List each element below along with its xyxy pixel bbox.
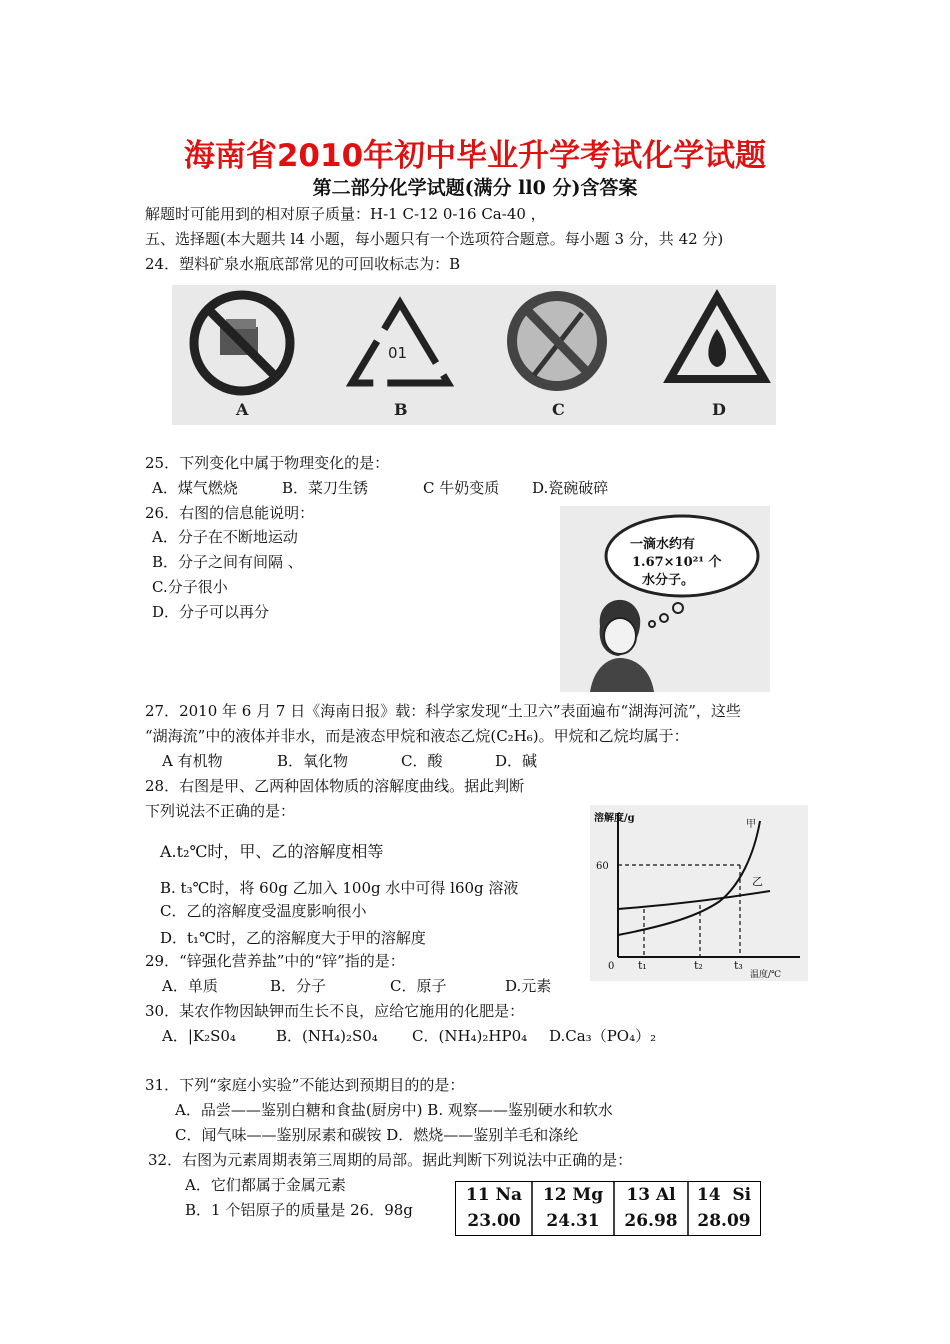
curve-label-jia: 甲 [746, 819, 756, 830]
sign-label-d: D [712, 400, 726, 419]
curve-label-yi: 乙 [752, 875, 763, 888]
ptable-si-symbol: 14 Si [696, 1185, 752, 1205]
recycle-code: 01 [388, 344, 408, 362]
ptable-na-mass: 23.00 [467, 1211, 521, 1231]
solubility-curve-figure [590, 805, 808, 981]
page-subtitle: 第二部分化学试题(满分 ll0 分)含答案 [312, 177, 638, 199]
q31-options-ab: A．品尝——鉴别白糖和食盐(厨房中) B. 观察——鉴别硬水和软水 [175, 1101, 613, 1119]
question-27-line-1: 27．2010 年 6 月 7 日《海南日报》载：科学家发现“土卫六”表面遍布“湖海河流”，这些 [145, 702, 741, 720]
q26-option-d: D．分子可以再分 [152, 603, 270, 621]
q28-option-c: C．乙的溶解度受温度影响很小 [160, 902, 367, 920]
bubble-line-1: 一滴水约有 [630, 537, 696, 552]
curve-yi [618, 891, 770, 909]
q29-option-b: B．分子 [270, 977, 327, 995]
q25-option-a: A．煤气燃烧 [152, 479, 238, 497]
q30-option-c: C．(NH₄)₂HP0₄ [412, 1027, 528, 1045]
q28-option-a: A.t₂℃时，甲、乙的溶解度相等 [160, 842, 384, 861]
ptable-si-mass: 28.09 [697, 1211, 751, 1231]
question-26: 26．右图的信息能说明： [145, 504, 315, 522]
ptable-mg-mass: 24.31 [546, 1211, 600, 1231]
question-24: 24．塑料矿泉水瓶底部常见的可回收标志为：B [145, 255, 461, 273]
ptable-al-mass: 26.98 [624, 1211, 678, 1231]
signs-svg [172, 285, 776, 425]
cartoon-svg [560, 506, 770, 692]
curve-t2: t₂ [694, 959, 703, 972]
question-28-line-1: 28．右图是甲、乙两种固体物质的溶解度曲线。据此判断 [145, 777, 525, 795]
curve-xlabel: 温度/℃ [750, 970, 782, 980]
question-30: 30．某农作物因缺钾而生长不良，应给它施用的化肥是： [145, 1002, 525, 1020]
q28-option-d: D．t₁℃时，乙的溶解度大于甲的溶解度 [160, 929, 426, 947]
sign-label-c: C [552, 400, 565, 419]
q31-options-cd: C．闻气味——鉴别尿素和碳铵 D．燃烧——鉴别羊毛和涤纶 [175, 1126, 579, 1144]
q30-option-b: B．(NH₄)₂S0₄ [276, 1027, 378, 1045]
q30-option-d: D.Ca₃（PO₄）₂ [549, 1027, 657, 1045]
question-28-line-2: 下列说法不正确的是： [145, 802, 296, 820]
question-29: 29．“锌强化营养盐”中的“锌”指的是： [145, 952, 405, 970]
curve-ylabel: 溶解度/g [594, 813, 635, 824]
periodic-table-fragment [455, 1181, 761, 1236]
q25-option-d: D.瓷碗破碎 [532, 479, 609, 497]
q25-option-b: B．菜刀生锈 [282, 479, 369, 497]
question-25: 25．下列变化中属于物理变化的是： [145, 454, 390, 472]
q27-option-d: D．碱 [495, 752, 538, 770]
q27-option-b: B．氧化物 [277, 752, 349, 770]
q30-option-a: A．|K₂S0₄ [162, 1027, 236, 1045]
sign-label-a: A [236, 400, 249, 419]
question-31: 31．下列“家庭小实验”不能达到预期目的的是： [145, 1076, 465, 1094]
q26-option-a: A．分子在不断地运动 [152, 528, 298, 546]
bubble-line-3: 水分子。 [642, 573, 695, 588]
q29-option-a: A．单质 [162, 977, 218, 995]
section-heading: 五、选择题(本大题共 l4 小题，每小题只有一个选项符合题意。每小题 3 分，共 42 分) [145, 230, 724, 248]
curve-y60: 60 [596, 861, 609, 872]
q26-option-c: C.分子很小 [152, 578, 228, 596]
atomic-mass-note: 解题时可能用到的相对原子质量：H-1 C-12 0-16 Ca-40 ， [145, 205, 546, 223]
curve-t3: t₃ [734, 959, 743, 972]
curve-t1: t₁ [638, 959, 647, 972]
sign-c-no-fire-icon [507, 291, 607, 391]
sign-d-flammable-icon [670, 297, 764, 379]
curve-jia [618, 821, 760, 935]
q25-option-c: C 牛奶变质 [423, 479, 500, 497]
q27-option-a: A 有机物 [162, 752, 223, 770]
q32-option-b: B．1 个铝原子的质量是 26．98g [185, 1201, 413, 1219]
q26-option-b: B．分子之间有间隔 、 [152, 553, 303, 571]
recycle-signs-figure [172, 285, 776, 425]
curve-origin: 0 [608, 961, 615, 972]
q27-option-c: C．酸 [401, 752, 443, 770]
q29-option-c: C．原子 [390, 977, 447, 995]
q28-option-b: B. t₃℃时，将 60g 乙加入 100g 水中可得 l60g 溶液 [160, 879, 519, 897]
ptable-al-symbol: 13 Al [626, 1185, 676, 1205]
sign-label-b: B [394, 400, 408, 419]
sign-a-no-match-icon [194, 295, 290, 391]
sign-b-recycle-icon [352, 303, 448, 383]
question-27-line-2: “湖海流”中的液体并非水，而是液态甲烷和液态乙烷(C₂H₆)。甲烷和乙烷均属于： [145, 727, 689, 745]
q29-option-d: D.元素 [505, 977, 552, 995]
water-molecule-cartoon [560, 506, 770, 692]
bubble-line-2: 1.67×10²¹ 个 [632, 555, 722, 570]
curve-svg [590, 805, 808, 981]
girl-figure-icon [590, 600, 654, 692]
page-title: 海南省2010年初中毕业升学考试化学试题 [183, 138, 767, 174]
ptable-mg-symbol: 12 Mg [542, 1185, 604, 1205]
ptable-na-symbol: 11 Na [465, 1185, 523, 1205]
q32-option-a: A．它们都属于金属元素 [185, 1176, 346, 1194]
question-32: 32．右图为元素周期表第三周期的局部。据此判断下列说法中正确的是： [148, 1151, 633, 1169]
